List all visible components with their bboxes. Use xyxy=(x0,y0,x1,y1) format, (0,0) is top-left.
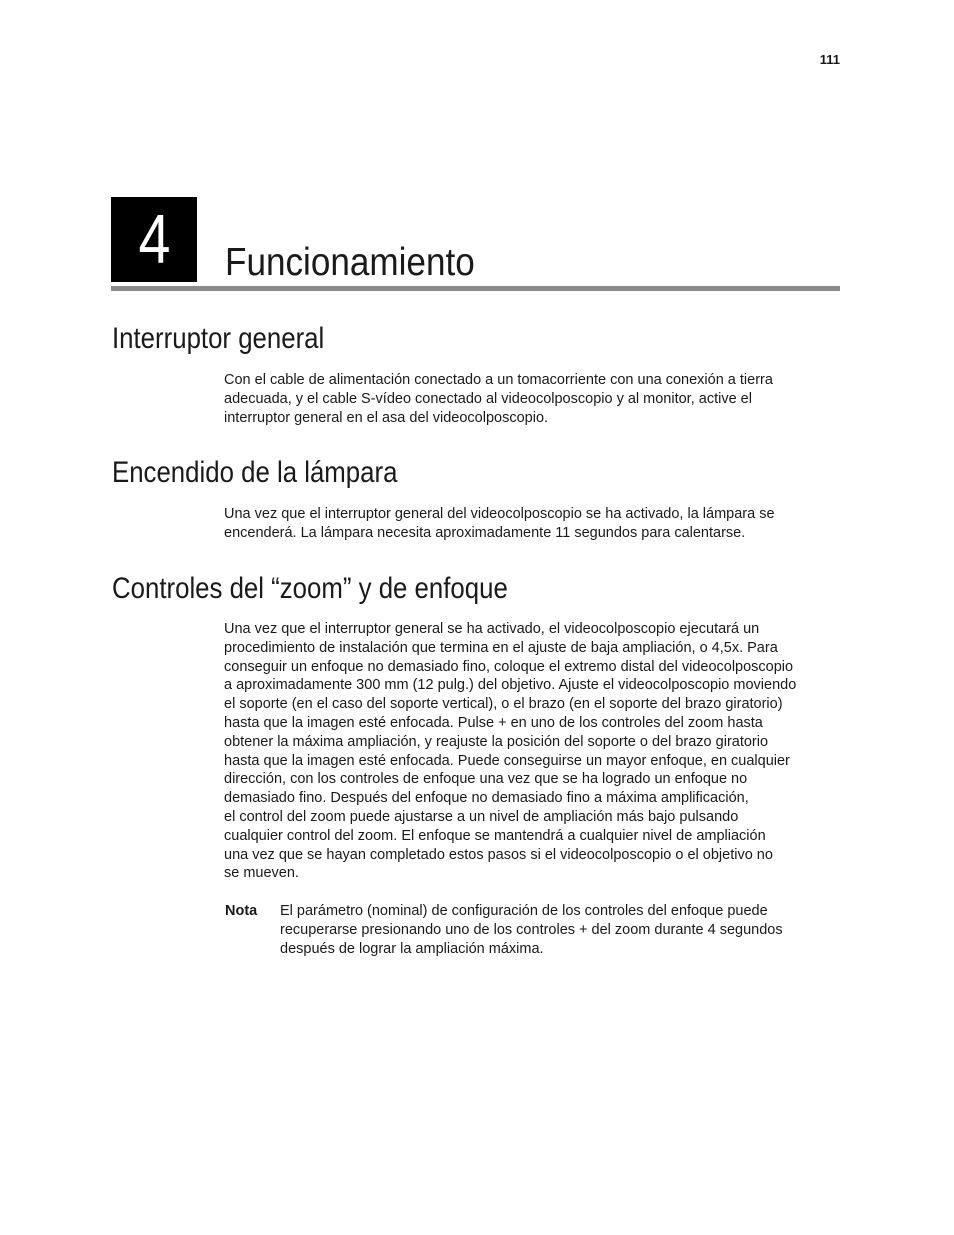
body-line: interruptor general en el asa del videocolposcopio. xyxy=(224,409,549,426)
body-line: dirección, con los controles de enfoque una vez que se ha logrado un enfoque no xyxy=(224,771,748,788)
body-line: adecuada, y el cable S-vídeo conectado al videocolposcopio y al monitor, active el xyxy=(224,390,752,407)
body-line: Una vez que el interruptor general del videocolposcopio se ha activado, la lámpara se xyxy=(224,506,775,522)
chapter-divider xyxy=(111,286,840,291)
section-title-encendido-lampara: Encendido de la lámpara xyxy=(112,456,398,489)
body-line: el soporte (en el caso del soporte vertical), o el brazo (en el soporte del brazo giratorio) xyxy=(224,696,783,713)
page-number: 111 xyxy=(819,52,840,67)
body-line: encenderá. La lámpara necesita aproximadamente 11 segundos para calentarse. xyxy=(224,524,746,541)
body-line: cualquier control del zoom. El enfoque se mantendrá a cualquier nivel de ampliación xyxy=(224,827,766,844)
note-text xyxy=(280,902,840,959)
section-body-encendido-lampara xyxy=(224,505,844,543)
note-line: después de lograr la ampliación máxima. xyxy=(280,941,544,957)
chapter-number-box xyxy=(111,197,197,282)
chapter-title: Funcionamiento xyxy=(225,241,475,284)
section-title-interruptor-general: Interruptor general xyxy=(112,322,325,355)
body-line: a aproximadamente 300 mm (12 pulg.) del objetivo. Ajuste el videocolposcopio moviendo xyxy=(224,677,797,694)
section-title-controles-zoom-enfoque: Controles del “zoom” y de enfoque xyxy=(112,572,508,605)
body-line: una vez que se hayan completado estos pasos si el videocolposcopio o el objetivo no xyxy=(224,846,773,863)
body-line: conseguir un enfoque no demasiado fino, coloque el extremo distal del videocolposcopio xyxy=(224,658,794,675)
note-label: Nota xyxy=(225,903,258,919)
chapter-number: 4 xyxy=(138,200,170,278)
body-line: se mueven. xyxy=(224,865,299,882)
section-body-interruptor-general xyxy=(224,371,844,427)
note-line: El parámetro (nominal) de configuración de los controles del enfoque puede xyxy=(280,903,768,919)
body-line: el control del zoom puede ajustarse a un nivel de ampliación más bajo pulsando xyxy=(224,808,739,825)
section-body-controles-zoom-enfoque xyxy=(224,620,844,883)
body-line: Una vez que el interruptor general se ha activado, el videocolposcopio ejecutará un xyxy=(224,621,760,637)
body-line: hasta que la imagen esté enfocada. Pulse + en uno de los controles del zoom hasta xyxy=(224,714,763,731)
body-line: obtener la máxima ampliación, y reajuste la posición del soporte o del brazo giratorio xyxy=(224,733,769,750)
body-line: hasta que la imagen esté enfocada. Puede conseguirse un mayor enfoque, en cualquier xyxy=(224,752,790,769)
note-line: recuperarse presionando uno de los controles + del zoom durante 4 segundos xyxy=(280,922,783,938)
body-line: procedimiento de instalación que termina en el ajuste de baja ampliación, o 4,5x. Para xyxy=(224,639,778,656)
body-line: Con el cable de alimentación conectado a un tomacorriente con una conexión a tierra xyxy=(224,372,773,388)
body-line: demasiado fino. Después del enfoque no demasiado fino a máxima amplificación, xyxy=(224,790,749,807)
